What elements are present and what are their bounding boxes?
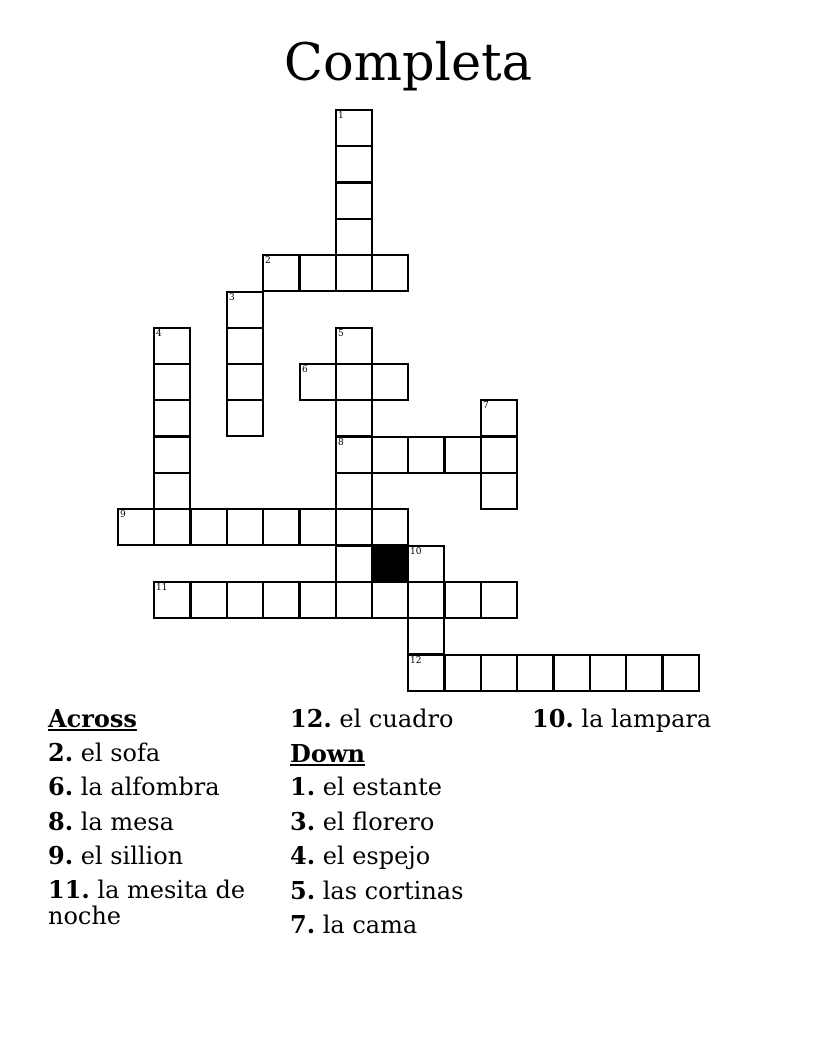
grid-cell[interactable]	[407, 545, 445, 583]
grid-cell[interactable]	[299, 254, 337, 292]
grid-cell[interactable]	[371, 581, 409, 619]
grid-cell[interactable]	[444, 654, 482, 692]
grid-cell[interactable]	[153, 399, 191, 437]
grid-cell[interactable]	[335, 218, 373, 256]
grid-cell[interactable]	[371, 508, 409, 546]
grid-cell[interactable]	[335, 182, 373, 220]
grid-cell[interactable]	[335, 145, 373, 183]
clue-column-3	[532, 702, 792, 737]
grid-cell[interactable]	[480, 472, 518, 510]
clue-number: 1	[338, 111, 344, 121]
grid-cell[interactable]	[153, 472, 191, 510]
grid-cell[interactable]	[444, 436, 482, 474]
grid-cell[interactable]	[153, 436, 191, 474]
clue-number: 7	[483, 401, 489, 411]
clue-across-9: 9. el sillion	[48, 841, 184, 870]
grid-cell[interactable]	[480, 436, 518, 474]
page-title: Completa	[283, 34, 533, 93]
grid-cell[interactable]	[480, 654, 518, 692]
grid-cell[interactable]	[153, 508, 191, 546]
clue-across-2: 2. el sofa	[48, 737, 161, 767]
clue-number: 4	[156, 329, 162, 339]
grid-cell[interactable]	[226, 363, 264, 401]
clue-down-1: 1. el estante	[290, 772, 442, 801]
clue-number: 10	[410, 547, 422, 557]
down-heading: Down	[290, 738, 365, 768]
across-heading: Across	[48, 704, 137, 733]
grid-cell[interactable]	[407, 581, 445, 619]
grid-cell[interactable]	[444, 581, 482, 619]
grid-cell[interactable]	[226, 327, 264, 365]
clue-down-3: 3. el florero	[290, 806, 435, 836]
clue-number: 11	[156, 583, 168, 593]
clue-across-6: 6. la alfombra	[48, 772, 220, 801]
grid-cell[interactable]	[335, 254, 373, 292]
grid-cell[interactable]	[299, 363, 337, 401]
grid-cell[interactable]	[299, 581, 337, 619]
clue-across-8: 8. la mesa	[48, 806, 174, 836]
grid-cell[interactable]	[262, 581, 300, 619]
clue-column-2	[290, 702, 525, 943]
clue-column-1	[48, 702, 278, 932]
grid-cell[interactable]	[335, 109, 373, 147]
clue-down-10: 10. la lampara	[532, 704, 712, 733]
grid-cell[interactable]	[335, 363, 373, 401]
grid-cell[interactable]	[335, 545, 373, 583]
grid-cell[interactable]	[407, 617, 445, 655]
grid-cell[interactable]	[589, 654, 627, 692]
grid-cell[interactable]	[407, 654, 445, 692]
clue-number: 8	[338, 438, 344, 448]
grid-cell[interactable]	[335, 581, 373, 619]
grid-cell[interactable]	[226, 508, 264, 546]
grid-cell[interactable]	[190, 508, 228, 546]
grid-cell[interactable]	[153, 581, 191, 619]
clue-across-12: 12. el cuadro	[290, 704, 454, 733]
clue-number: 2	[265, 256, 271, 266]
clue-number: 9	[120, 510, 126, 520]
grid-cell[interactable]	[553, 654, 591, 692]
clue-number: 6	[302, 365, 308, 375]
grid-cell[interactable]	[335, 327, 373, 365]
grid-cell[interactable]	[299, 508, 337, 546]
grid-cell[interactable]	[371, 436, 409, 474]
clue-number: 12	[410, 656, 422, 666]
grid-cell[interactable]	[407, 436, 445, 474]
grid-cell[interactable]	[262, 508, 300, 546]
grid-cell[interactable]	[335, 472, 373, 510]
grid-cell-black	[371, 545, 409, 583]
clue-number: 5	[338, 329, 344, 339]
grid-cell[interactable]	[153, 363, 191, 401]
grid-cell[interactable]	[335, 436, 373, 474]
grid-cell[interactable]	[153, 327, 191, 365]
grid-cell[interactable]	[480, 581, 518, 619]
clue-number: 3	[229, 293, 235, 303]
grid-cell[interactable]	[480, 399, 518, 437]
grid-cell[interactable]	[335, 508, 373, 546]
grid-cell[interactable]	[190, 581, 228, 619]
grid-cell[interactable]	[625, 654, 663, 692]
clue-down-7: 7. la cama	[290, 910, 418, 939]
grid-cell[interactable]	[516, 654, 554, 692]
grid-cell[interactable]	[117, 508, 155, 546]
clue-down-5: 5. las cortinas	[290, 875, 464, 905]
grid-cell[interactable]	[335, 399, 373, 437]
grid-cell[interactable]	[226, 291, 264, 329]
grid-cell[interactable]	[226, 399, 264, 437]
grid-cell[interactable]	[371, 254, 409, 292]
grid-cell[interactable]	[662, 654, 700, 692]
grid-cell[interactable]	[226, 581, 264, 619]
grid-cell[interactable]	[371, 363, 409, 401]
clue-down-4: 4. el espejo	[290, 841, 431, 870]
grid-cell[interactable]	[262, 254, 300, 292]
clue-across-11: 11. la mesita de noche	[48, 874, 246, 930]
